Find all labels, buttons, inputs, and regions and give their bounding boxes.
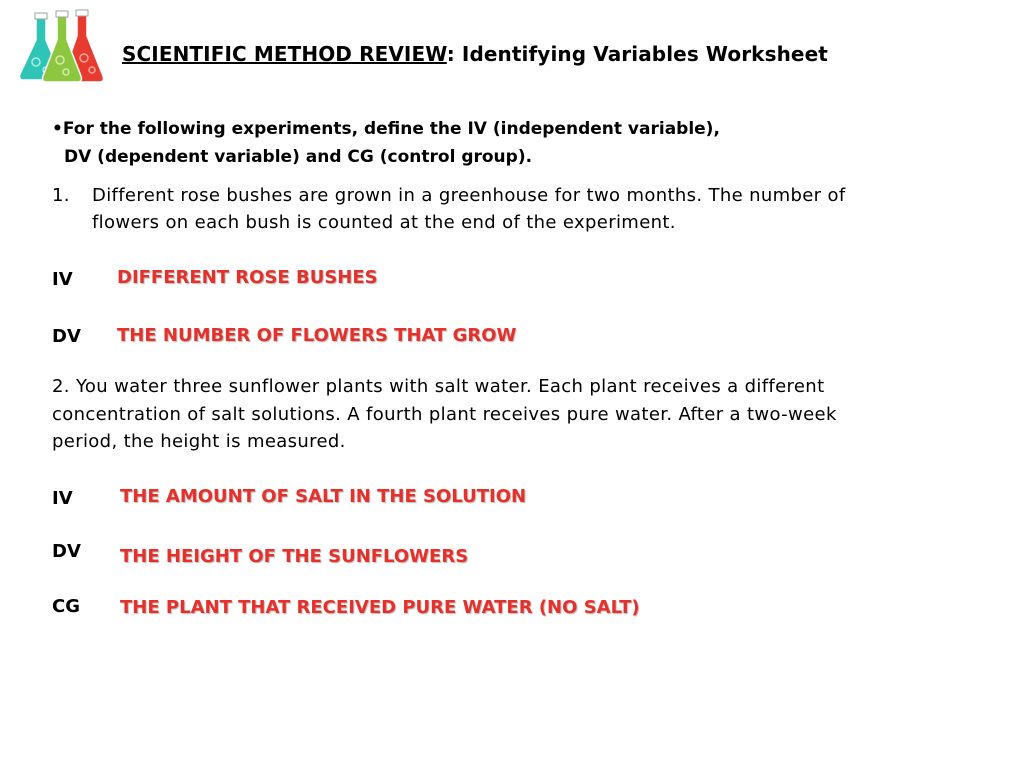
intro-line-1: •For the following experiments, define the IV (independent variable), (52, 119, 720, 139)
q2-dv-label: DV (52, 541, 81, 562)
q2-dv-answer: THE HEIGHT OF THE SUNFLOWERS (120, 546, 469, 567)
title-rest: : Identifying Variables Worksheet (446, 42, 828, 66)
q1-iv-label: IV (52, 269, 73, 290)
q2-cg-answer: THE PLANT THAT RECEIVED PURE WATER (NO SALT) (120, 597, 640, 618)
lab-flasks-icon (14, 8, 114, 84)
title-underlined: SCIENTIFIC METHOD REVIEW (122, 42, 447, 66)
q2-line-2: concentration of salt solutions. A fourth plant receives pure water. After a two-week (52, 404, 837, 425)
q2-iv-answer: THE AMOUNT OF SALT IN THE SOLUTION (120, 486, 527, 507)
q1-line-1: Different rose bushes are grown in a greenhouse for two months. The number of (92, 185, 846, 206)
page-title (122, 42, 828, 66)
q2-line-1: 2. You water three sunflower plants with salt water. Each plant receives a different (52, 376, 825, 397)
q2-cg-label: CG (52, 596, 80, 617)
q2-line-3: period, the height is measured. (52, 431, 346, 452)
q1-dv-label: DV (52, 326, 81, 347)
intro-line-2: DV (dependent variable) and CG (control group). (64, 147, 533, 167)
q1-iv-answer: DIFFERENT ROSE BUSHES (117, 267, 378, 288)
q1-number: 1. (52, 185, 70, 206)
q1-line-2: flowers on each bush is counted at the end of the experiment. (92, 212, 676, 233)
q1-dv-answer: THE NUMBER OF FLOWERS THAT GROW (117, 325, 517, 346)
q2-iv-label: IV (52, 488, 73, 509)
